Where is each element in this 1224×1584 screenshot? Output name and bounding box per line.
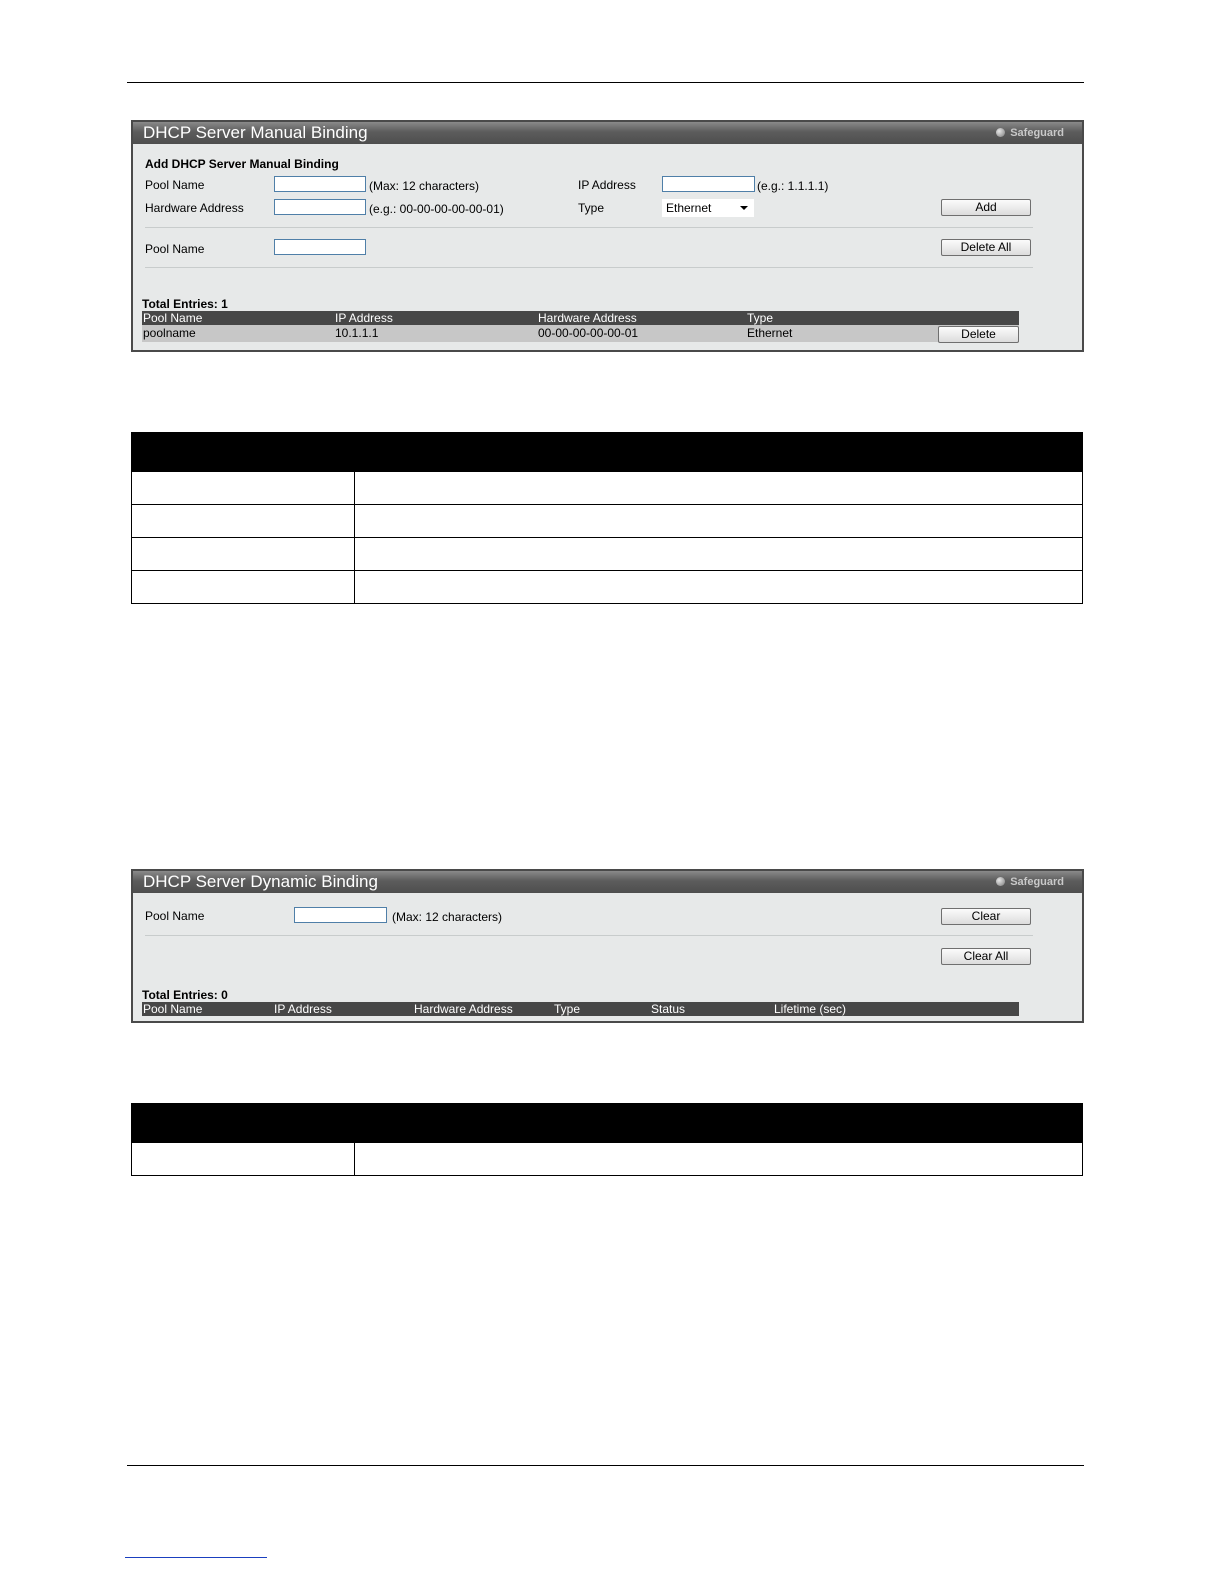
manual-binding-title-bar bbox=[133, 122, 1082, 144]
divider bbox=[145, 227, 1033, 228]
table-cell bbox=[132, 472, 355, 505]
total-entries: Total Entries: 1 bbox=[142, 297, 228, 311]
safeguard-status-icon bbox=[996, 128, 1005, 137]
safeguard-indicator[interactable] bbox=[996, 875, 1064, 889]
table-cell bbox=[132, 505, 355, 538]
chevron-down-icon bbox=[740, 206, 748, 210]
table-row bbox=[132, 571, 1083, 604]
column-header: Hardware Address bbox=[414, 1002, 513, 1016]
pool-name-input[interactable] bbox=[294, 907, 387, 923]
table-cell bbox=[355, 571, 1083, 604]
divider bbox=[145, 935, 1033, 936]
table-cell bbox=[355, 538, 1083, 571]
panel-title: DHCP Server Dynamic Binding bbox=[143, 872, 378, 891]
table-row bbox=[132, 472, 1083, 505]
column-header: IP Address bbox=[274, 1002, 332, 1016]
table-row bbox=[132, 538, 1083, 571]
table-header-row bbox=[132, 1104, 1083, 1143]
pool-name-label: Pool Name bbox=[145, 909, 205, 923]
pool-name-delete-input[interactable] bbox=[274, 239, 366, 255]
pool-name-label: Pool Name bbox=[145, 178, 205, 192]
cell-pool-name: poolname bbox=[143, 326, 196, 340]
total-entries: Total Entries: 0 bbox=[142, 988, 228, 1002]
table-cell bbox=[132, 1143, 355, 1176]
safeguard-indicator[interactable] bbox=[996, 126, 1064, 140]
safeguard-label: Safeguard bbox=[1010, 876, 1064, 888]
cell-hardware-address: 00-00-00-00-00-01 bbox=[538, 326, 639, 340]
cell-type: Ethernet bbox=[747, 326, 793, 340]
table-header bbox=[142, 1002, 1019, 1016]
header-cell bbox=[132, 433, 355, 472]
table-row bbox=[142, 325, 1019, 342]
header-cell bbox=[132, 1104, 355, 1143]
footer-rule bbox=[127, 1465, 1084, 1466]
type-select[interactable] bbox=[662, 199, 754, 217]
table-row bbox=[132, 505, 1083, 538]
safeguard-label: Safeguard bbox=[1010, 127, 1064, 139]
table-cell bbox=[355, 1143, 1083, 1176]
table-cell bbox=[132, 538, 355, 571]
dynamic-binding-panel bbox=[131, 869, 1084, 1023]
type-select-value: Ethernet bbox=[666, 201, 712, 215]
clear-button[interactable]: Clear bbox=[941, 908, 1031, 925]
clear-all-button[interactable]: Clear All bbox=[941, 948, 1031, 965]
header-cell bbox=[355, 433, 1083, 472]
section-title: Add DHCP Server Manual Binding bbox=[145, 157, 339, 171]
ip-address-hint: (e.g.: 1.1.1.1) bbox=[757, 179, 829, 193]
table-cell bbox=[355, 472, 1083, 505]
header-rule bbox=[127, 82, 1084, 83]
column-header: Pool Name bbox=[143, 1002, 203, 1016]
header-cell bbox=[355, 1104, 1083, 1143]
hardware-address-input[interactable] bbox=[274, 199, 366, 215]
dynamic-binding-title-bar bbox=[133, 871, 1082, 893]
column-header: Hardware Address bbox=[538, 311, 637, 325]
table-row bbox=[132, 1143, 1083, 1176]
table-header-row bbox=[132, 433, 1083, 472]
table-header bbox=[142, 311, 1019, 325]
safeguard-status-icon bbox=[996, 877, 1005, 886]
manual-binding-panel bbox=[131, 120, 1084, 352]
ip-address-label: IP Address bbox=[578, 178, 636, 192]
column-header: IP Address bbox=[335, 311, 393, 325]
delete-button[interactable]: Delete bbox=[938, 326, 1019, 343]
column-header: Status bbox=[651, 1002, 686, 1016]
footer-link-underline[interactable] bbox=[125, 1557, 267, 1558]
divider bbox=[145, 267, 1033, 268]
add-button[interactable]: Add bbox=[941, 199, 1031, 216]
type-label: Type bbox=[578, 201, 605, 215]
table-cell bbox=[355, 505, 1083, 538]
table-cell bbox=[132, 571, 355, 604]
cell-ip-address: 10.1.1.1 bbox=[335, 326, 379, 340]
column-header: Pool Name bbox=[143, 311, 203, 325]
delete-all-button[interactable]: Delete All bbox=[941, 239, 1031, 256]
parameter-table bbox=[131, 432, 1083, 604]
pool-name-input[interactable] bbox=[274, 176, 366, 192]
pool-name-delete-label: Pool Name bbox=[145, 242, 205, 256]
pool-name-hint: (Max: 12 characters) bbox=[369, 179, 480, 193]
column-header: Lifetime (sec) bbox=[774, 1002, 847, 1016]
column-header: Type bbox=[747, 311, 774, 325]
hardware-address-label: Hardware Address bbox=[145, 201, 244, 215]
ip-address-input[interactable] bbox=[662, 176, 755, 192]
parameter-table bbox=[131, 1103, 1083, 1176]
column-header: Type bbox=[554, 1002, 581, 1016]
hardware-address-hint: (e.g.: 00-00-00-00-00-01) bbox=[369, 202, 504, 216]
panel-title: DHCP Server Manual Binding bbox=[143, 123, 368, 142]
pool-name-hint: (Max: 12 characters) bbox=[392, 910, 503, 924]
